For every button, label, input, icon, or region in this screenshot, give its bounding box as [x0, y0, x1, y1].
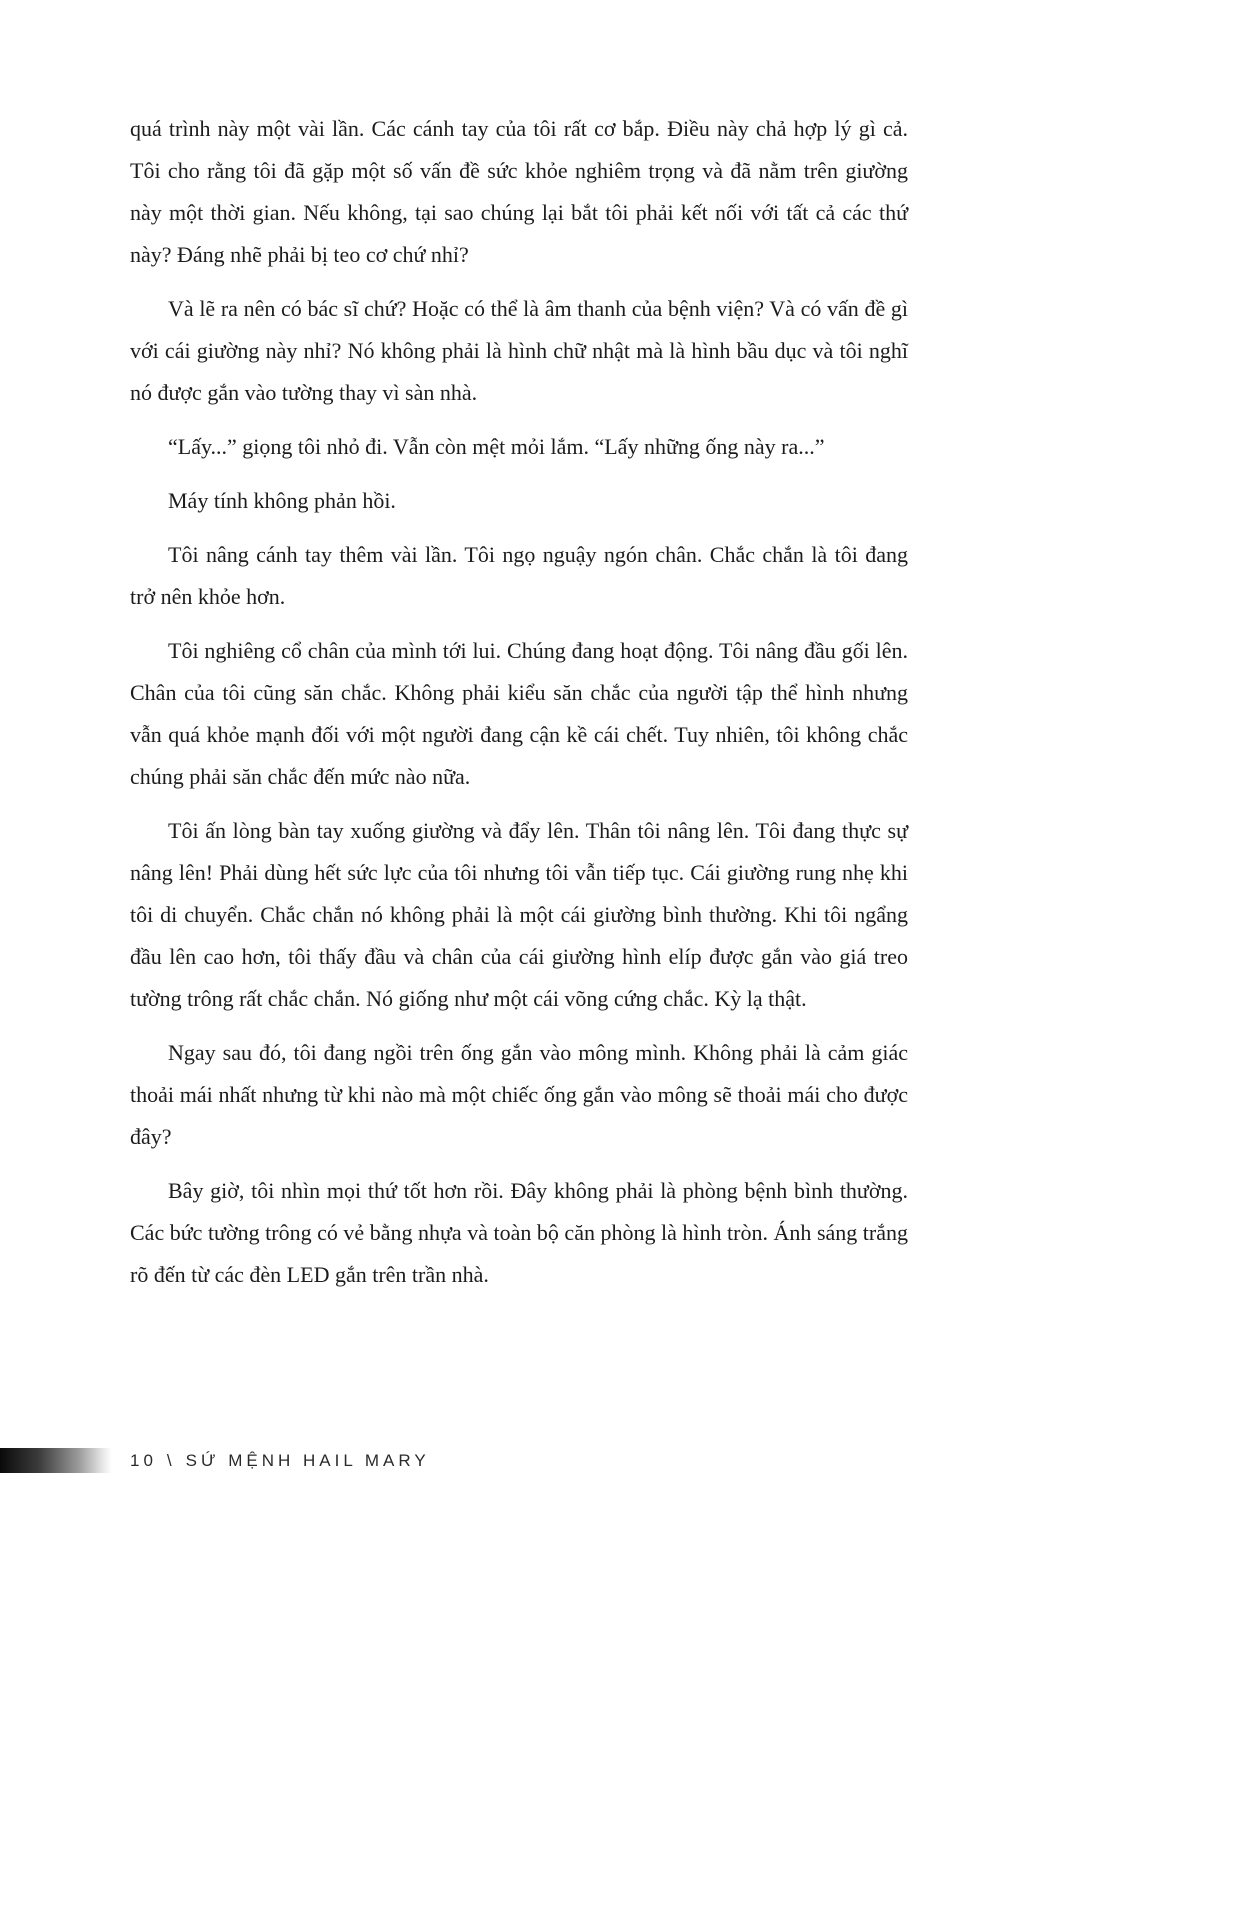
paragraph: quá trình này một vài lần. Các cánh tay của tôi rất cơ bắp. Điều này chả hợp lý gì cả. Tôi cho rằng tôi đã gặp một số vấn đề sức khỏe nghiêm trọng và đã nằm trên giường này một thời gian. Nếu không, tại sao chúng lại bắt tôi phải kết nối với tất cả các thứ này? Đáng nhẽ phải bị teo cơ chứ nhỉ?	[130, 116, 908, 267]
paragraph: “Lấy...” giọng tôi nhỏ đi. Vẫn còn mệt mỏi lắm. “Lấy những ống này ra...”	[168, 434, 825, 459]
paragraph: Máy tính không phản hồi.	[168, 488, 396, 513]
footer-gradient-bar	[0, 1448, 112, 1473]
book-title: SỨ MỆNH HAIL MARY	[185, 1451, 430, 1470]
body-text	[130, 108, 908, 1308]
paragraph: Bây giờ, tôi nhìn mọi thứ tốt hơn rồi. Đây không phải là phòng bệnh bình thường. Các bức tường trông có vẻ bằng nhựa và toàn bộ căn phòng là hình tròn. Ánh sáng trắng rõ đến từ các đèn LED gắn trên trần nhà.	[130, 1178, 908, 1287]
page-number: 10	[130, 1451, 157, 1470]
paragraph: Và lẽ ra nên có bác sĩ chứ? Hoặc có thể là âm thanh của bệnh viện? Và có vấn đề gì với cái giường này nhỉ? Nó không phải là hình chữ nhật mà là hình bầu dục và tôi nghĩ nó được gắn vào tường thay vì sàn nhà.	[130, 296, 908, 405]
footer-separator: \	[166, 1451, 176, 1470]
paragraph: Tôi nghiêng cổ chân của mình tới lui. Chúng đang hoạt động. Tôi nâng đầu gối lên. Chân của tôi cũng săn chắc. Không phải kiểu săn chắc của người tập thể hình nhưng vẫn quá khỏe mạnh đối với một người đang cận kề cái chết. Tuy nhiên, tôi không chắc chúng phải săn chắc đến mức nào nữa.	[130, 638, 908, 789]
paragraph: Tôi ấn lòng bàn tay xuống giường và đẩy lên. Thân tôi nâng lên. Tôi đang thực sự nâng lên! Phải dùng hết sức lực của tôi nhưng tôi vẫn tiếp tục. Cái giường rung nhẹ khi tôi di chuyển. Chắc chắn nó không phải là một cái giường bình thường. Khi tôi ngẩng đầu lên cao hơn, tôi thấy đầu và chân của cái giường hình elíp được gắn vào giá treo tường trông rất chắc chắn. Nó giống như một cái võng cứng chắc. Kỳ lạ thật.	[130, 818, 908, 1011]
footer-text	[130, 1447, 430, 1475]
page-footer	[0, 1447, 1260, 1475]
paragraph: Tôi nâng cánh tay thêm vài lần. Tôi ngọ nguậy ngón chân. Chắc chắn là tôi đang trở nên khỏe hơn.	[130, 542, 908, 609]
paragraph: Ngay sau đó, tôi đang ngồi trên ống gắn vào mông mình. Không phải là cảm giác thoải mái nhất nhưng từ khi nào mà một chiếc ống gắn vào mông sẽ thoải mái cho được đây?	[130, 1040, 908, 1149]
